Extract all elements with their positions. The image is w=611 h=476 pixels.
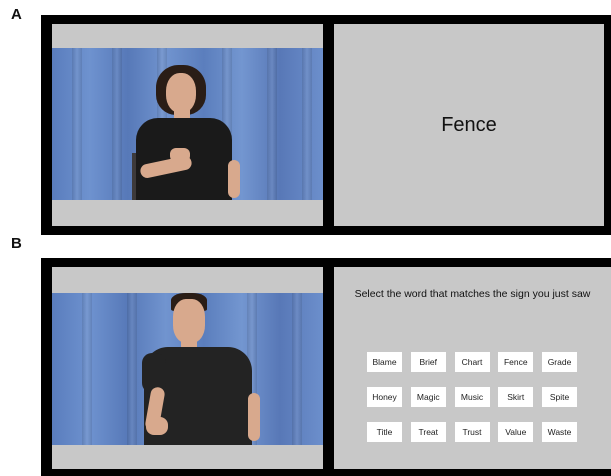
panel-b-video-screen: [52, 267, 323, 469]
word-option-button[interactable]: Trust: [455, 422, 490, 442]
word-option-button[interactable]: Honey: [367, 387, 402, 407]
word-option-button[interactable]: Music: [455, 387, 490, 407]
word-option-button[interactable]: Magic: [411, 387, 446, 407]
word-option-button[interactable]: Fence: [498, 352, 533, 372]
panel-b-frame: [41, 258, 611, 476]
signer-right-arm: [248, 393, 260, 441]
word-option-button[interactable]: Blame: [367, 352, 402, 372]
word-option-button[interactable]: Spite: [542, 387, 577, 407]
word-option-button[interactable]: Title: [367, 422, 402, 442]
word-option-button[interactable]: Waste: [542, 422, 577, 442]
panel-a-word-screen: [334, 24, 604, 226]
target-word: Fence: [441, 114, 497, 136]
signer-face: [166, 73, 196, 113]
word-option-button[interactable]: Skirt: [498, 387, 533, 407]
word-option-button[interactable]: Value: [498, 422, 533, 442]
signer-hand: [170, 148, 190, 162]
panel-a-label: A: [11, 6, 22, 23]
signer-face: [173, 299, 205, 343]
word-option-button[interactable]: Treat: [411, 422, 446, 442]
instruction-text: Select the word that matches the sign you just saw: [354, 288, 591, 300]
word-choice-grid: [367, 352, 577, 442]
panel-a-sign-video[interactable]: [52, 48, 323, 200]
panel-a-frame: [41, 15, 611, 235]
signer-hand: [146, 417, 168, 435]
word-option-button[interactable]: Chart: [455, 352, 490, 372]
word-option-button[interactable]: Grade: [542, 352, 577, 372]
panel-b-response-screen: [334, 267, 611, 469]
panel-a-video-screen: [52, 24, 323, 226]
signer-right-arm: [228, 160, 240, 198]
word-option-button[interactable]: Brief: [411, 352, 446, 372]
panel-b-sign-video[interactable]: [52, 293, 323, 445]
panel-b-label: B: [11, 235, 22, 252]
